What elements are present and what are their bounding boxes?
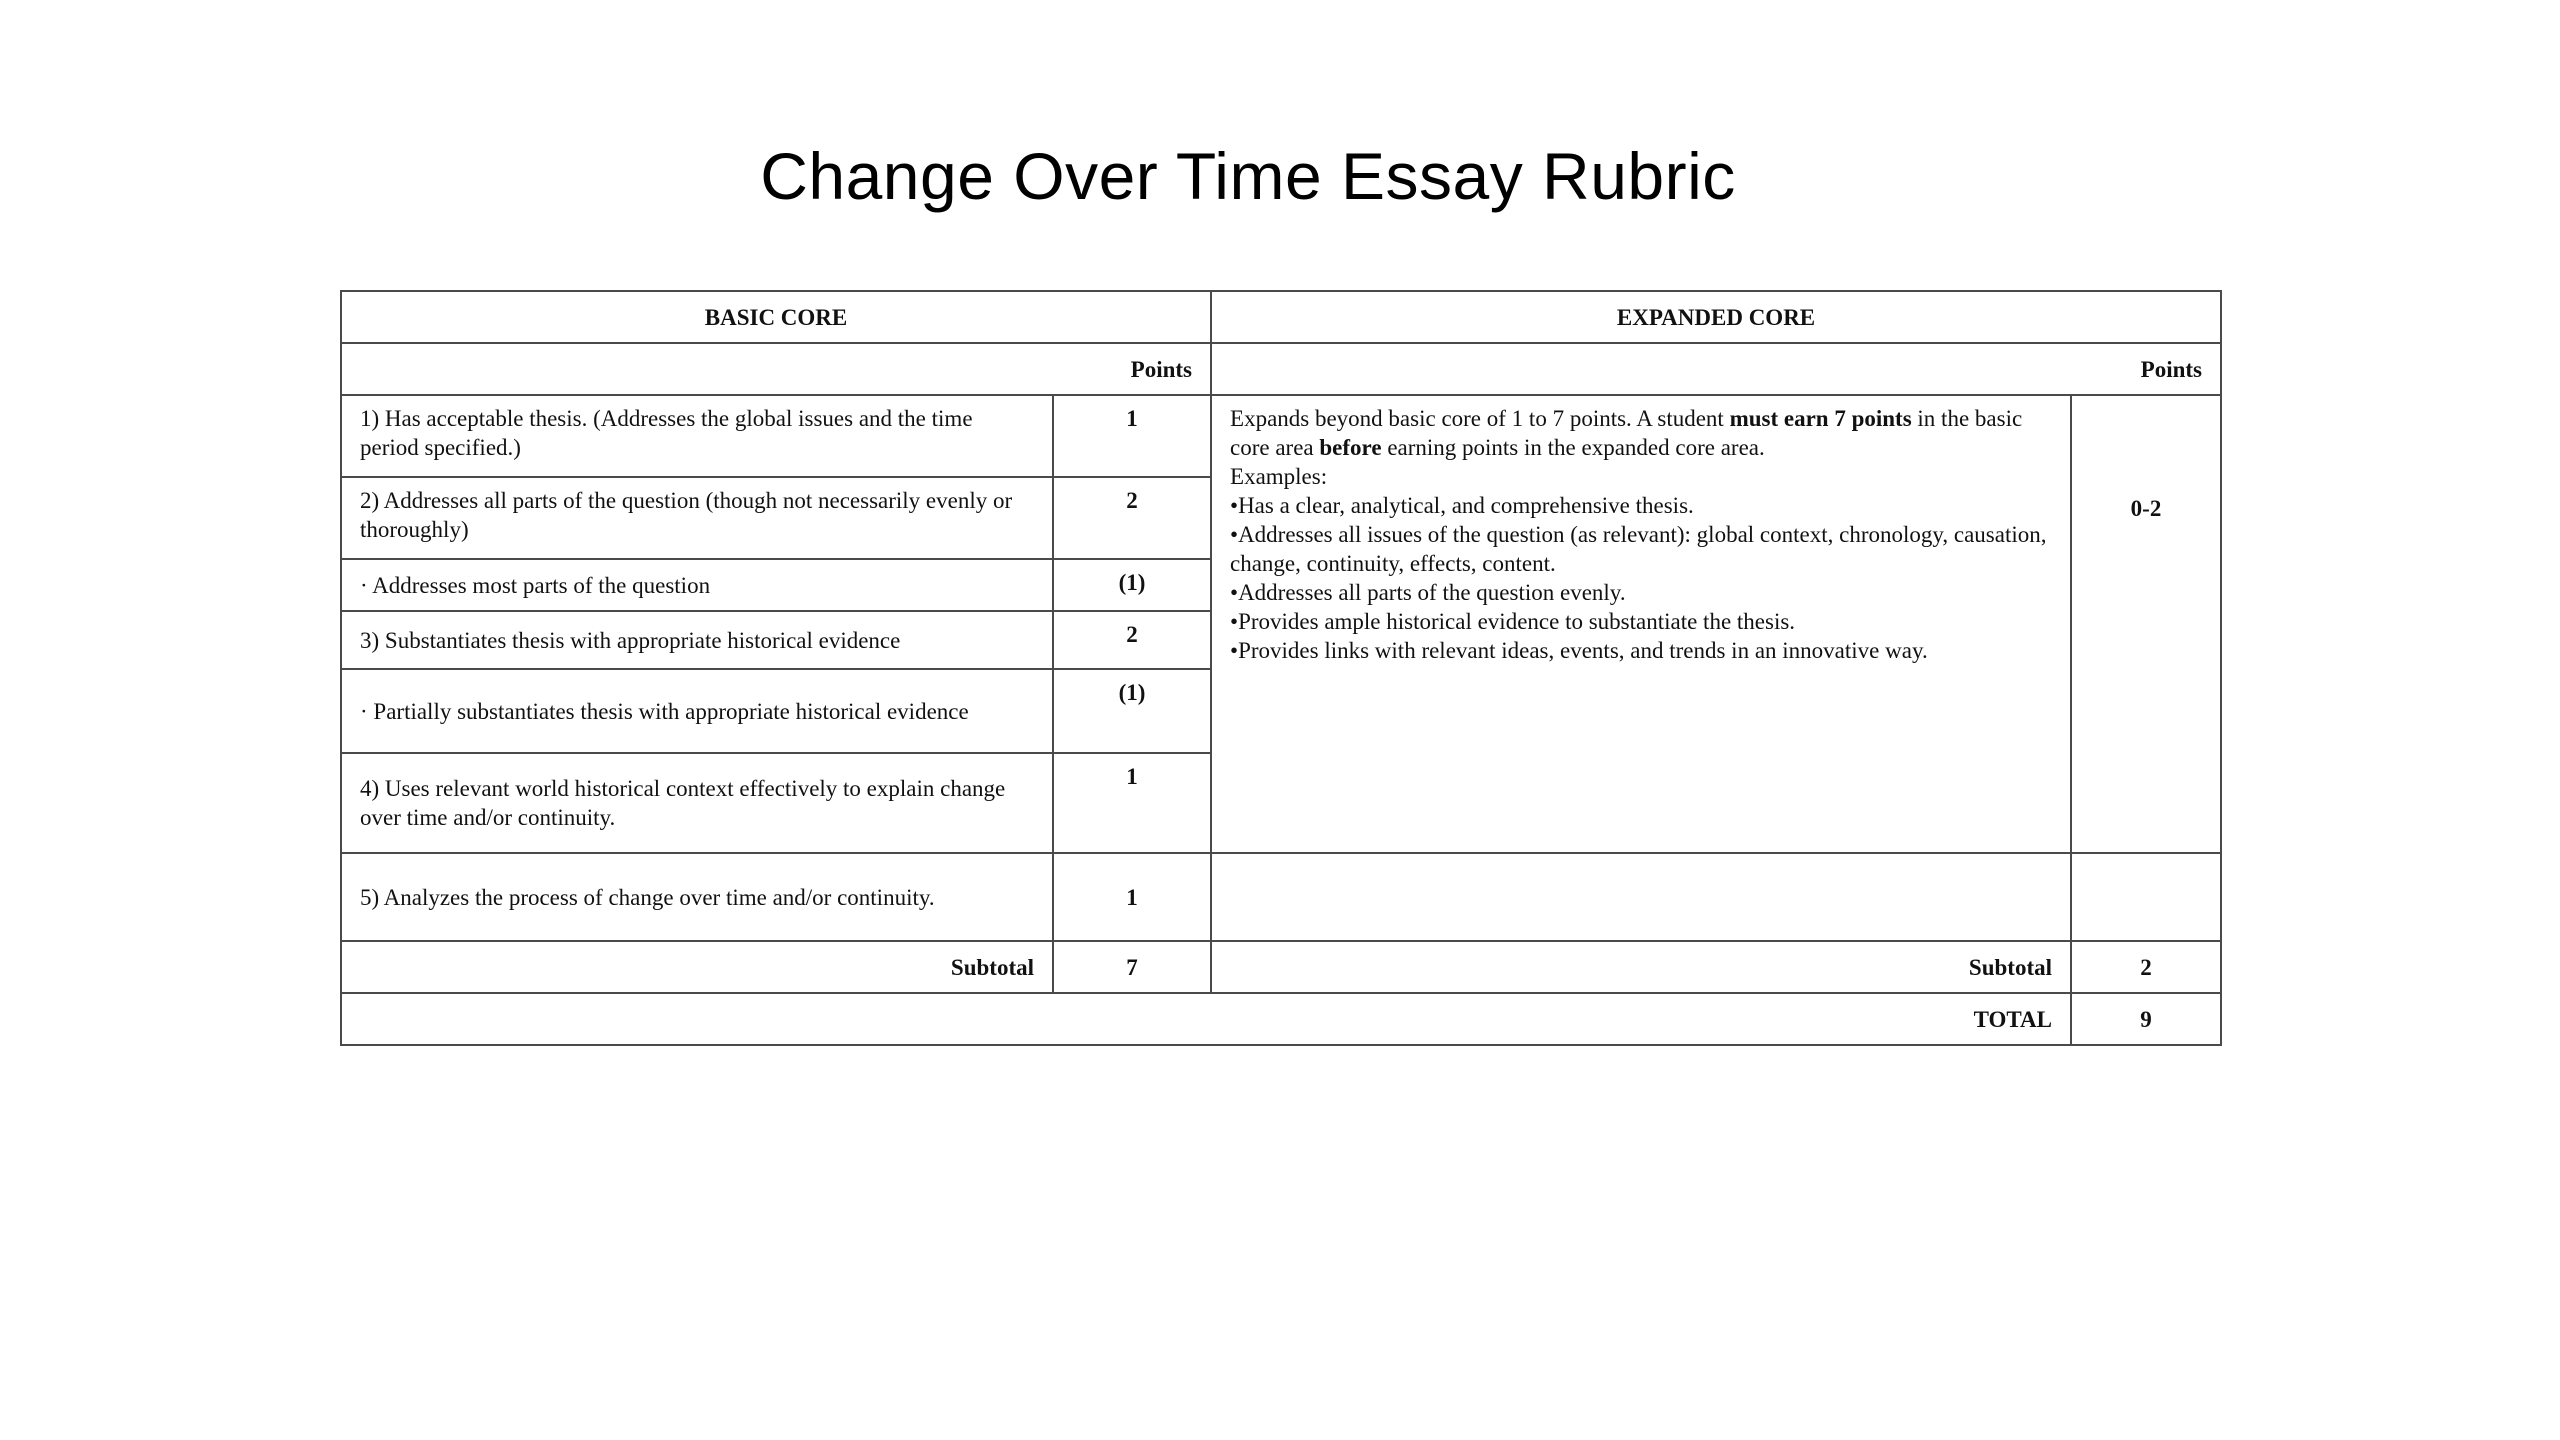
expanded-subtotal-value: 2 [2071, 941, 2221, 993]
example-item: •Has a clear, analytical, and comprehensive thesis. [1230, 493, 1694, 518]
example-item: •Addresses all issues of the question (as relevant): global context, chronology, causation, change, continuity, effects, content. [1230, 522, 2047, 576]
criterion-text: 4) Uses relevant world historical context effectively to explain change over time and/or continuity. [341, 753, 1053, 853]
criterion-points: 2 [1053, 477, 1211, 559]
table-row [341, 395, 2221, 477]
header-row [341, 291, 2221, 343]
criterion-points: 2 [1053, 611, 1211, 669]
expanded-intro-part: Expands beyond basic core of 1 to 7 points. A student [1230, 406, 1730, 431]
criterion-points: (1) [1053, 669, 1211, 753]
expanded-points: 0-2 [2071, 395, 2221, 853]
criterion-text: · Partially substantiates thesis with appropriate historical evidence [341, 669, 1053, 753]
example-item: •Provides ample historical evidence to substantiate the thesis. [1230, 609, 1796, 634]
total-label: TOTAL [341, 993, 2071, 1045]
rubric-table [340, 290, 2222, 1046]
expanded-core-description [1211, 395, 2071, 853]
basic-subtotal-value: 7 [1053, 941, 1211, 993]
example-item: •Provides links with relevant ideas, events, and trends in an innovative way. [1230, 638, 1928, 663]
slide-title: Change Over Time Essay Rubric [760, 139, 1736, 213]
example-item: •Addresses all parts of the question evenly. [1230, 580, 1626, 605]
criterion-points: 1 [1053, 753, 1211, 853]
total-row [341, 993, 2221, 1045]
total-value: 9 [2071, 993, 2221, 1045]
criterion-points: 1 [1053, 395, 1211, 477]
expanded-intro-emphasis: must earn 7 points [1729, 406, 1912, 431]
empty-cell [2071, 853, 2221, 941]
criterion-text: 2) Addresses all parts of the question (though not necessarily evenly or thoroughly) [341, 477, 1053, 559]
expanded-core-header: EXPANDED CORE [1211, 291, 2221, 343]
basic-core-header: BASIC CORE [341, 291, 1211, 343]
expanded-points-header: Points [1211, 343, 2221, 395]
expanded-intro-emphasis: before [1319, 435, 1382, 460]
points-header-row [341, 343, 2221, 395]
expanded-subtotal-label: Subtotal [1211, 941, 2071, 993]
expanded-intro [1230, 404, 2052, 462]
criterion-text: · Addresses most parts of the question [341, 559, 1053, 611]
subtotal-row [341, 941, 2221, 993]
basic-points-header: Points [341, 343, 1211, 395]
expanded-intro-part: earning points in the expanded core area. [1381, 435, 1765, 460]
criterion-text: 1) Has acceptable thesis. (Addresses the global issues and the time period specified.) [341, 395, 1053, 477]
criterion-text: 5) Analyzes the process of change over time and/or continuity. [341, 853, 1053, 941]
criterion-points: 1 [1053, 853, 1211, 941]
expanded-intro-part: in the basic core area [1230, 406, 2023, 460]
criterion-text: 3) Substantiates thesis with appropriate historical evidence [341, 611, 1053, 669]
basic-subtotal-label: Subtotal [341, 941, 1053, 993]
examples-label: Examples: [1230, 464, 1328, 489]
criterion-points: (1) [1053, 559, 1211, 611]
table-row [341, 853, 2221, 941]
empty-cell [1211, 853, 2071, 941]
